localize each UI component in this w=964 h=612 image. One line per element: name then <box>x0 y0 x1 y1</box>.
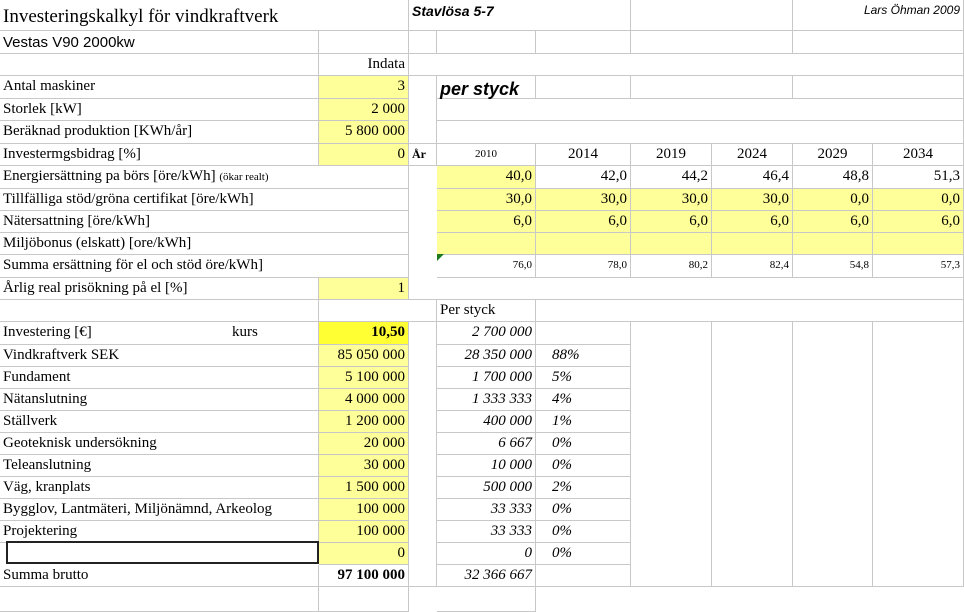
tariff-cell[interactable]: 6,0 <box>873 211 964 233</box>
year-header[interactable]: 2010 <box>437 144 536 166</box>
per-unit-cell[interactable]: 1 700 000 <box>437 367 536 389</box>
input-cell[interactable]: 85 050 000 <box>319 345 409 367</box>
tariff-cell[interactable]: 0,0 <box>793 189 873 211</box>
cell-empty[interactable] <box>873 322 964 587</box>
row-label[interactable]: Årlig real prisökning på el [%] <box>0 278 319 300</box>
row-label[interactable]: Fundament <box>0 367 319 389</box>
cell-empty[interactable] <box>409 54 964 76</box>
input-cell[interactable]: 0 <box>319 543 409 565</box>
total-cell[interactable]: 97 100 000 <box>319 565 409 587</box>
row-label[interactable]: Antal maskiner <box>0 76 319 99</box>
per-unit-cell[interactable]: 10 000 <box>437 455 536 477</box>
percent-cell[interactable]: 0% <box>536 543 631 565</box>
tariff-cell[interactable] <box>712 233 793 255</box>
cell-empty[interactable] <box>793 31 964 54</box>
row-label[interactable]: Storlek [kW] <box>0 99 319 121</box>
input-cell[interactable]: 1 500 000 <box>319 477 409 499</box>
input-cell[interactable]: 0 <box>319 144 409 166</box>
row-label[interactable]: Teleanslutning <box>0 455 319 477</box>
tariff-cell[interactable]: 44,2 <box>631 166 712 189</box>
author[interactable]: Lars Öhman 2009 <box>793 0 964 31</box>
tariff-cell[interactable] <box>631 233 712 255</box>
selected-cell[interactable] <box>6 541 319 564</box>
tariff-cell[interactable]: 42,0 <box>536 166 631 189</box>
cell-empty[interactable] <box>536 300 964 322</box>
per-unit-cell[interactable]: 400 000 <box>437 411 536 433</box>
tariff-cell[interactable]: 48,8 <box>793 166 873 189</box>
cell-empty[interactable] <box>437 121 964 144</box>
per-unit-cell[interactable]: 33 333 <box>437 521 536 543</box>
year-header[interactable]: 2029 <box>793 144 873 166</box>
input-cell[interactable]: 5 800 000 <box>319 121 409 144</box>
cell-empty[interactable] <box>319 31 409 54</box>
year-header[interactable]: 2014 <box>536 144 631 166</box>
sum-cell[interactable]: 57,3 <box>873 255 964 278</box>
row-label[interactable]: Vindkraftverk SEK <box>0 345 319 367</box>
percent-cell[interactable]: 0% <box>536 521 631 543</box>
row-label[interactable]: Nätanslutning <box>0 389 319 411</box>
cell-empty[interactable] <box>712 322 793 587</box>
input-cell[interactable]: 4 000 000 <box>319 389 409 411</box>
cell-empty[interactable] <box>409 31 437 54</box>
cell-empty[interactable] <box>631 322 712 587</box>
tariff-cell[interactable]: 6,0 <box>437 211 536 233</box>
tariff-cell[interactable] <box>873 233 964 255</box>
cell-empty[interactable] <box>793 76 964 99</box>
tariff-cell[interactable]: 46,4 <box>712 166 793 189</box>
percent-cell[interactable]: 88% <box>536 345 631 367</box>
per-styck-label[interactable]: per styck <box>437 76 536 99</box>
percent-cell[interactable]: 5% <box>536 367 631 389</box>
cell-empty[interactable] <box>631 31 793 54</box>
tariff-cell[interactable]: 6,0 <box>631 211 712 233</box>
input-cell[interactable]: 5 100 000 <box>319 367 409 389</box>
cell-empty[interactable] <box>0 300 319 322</box>
row-label[interactable]: Summa ersättning för el och stöd öre/kWh] <box>0 255 409 278</box>
tariff-cell[interactable]: 40,0 <box>437 166 536 189</box>
per-unit-cell[interactable]: 0 <box>437 543 536 565</box>
tariff-cell[interactable]: 6,0 <box>712 211 793 233</box>
per-unit-cell[interactable]: 28 350 000 <box>437 345 536 367</box>
tariff-cell[interactable] <box>793 233 873 255</box>
input-cell[interactable]: 1 200 000 <box>319 411 409 433</box>
indata-header[interactable]: Indata <box>319 54 409 76</box>
row-label[interactable]: Väg, kranplats <box>0 477 319 499</box>
row-label-text: Investering [€] <box>3 324 92 340</box>
row-label[interactable]: Nätersattning [öre/kWh] <box>0 211 409 233</box>
cell-empty[interactable] <box>437 31 536 54</box>
input-cell[interactable]: 2 000 <box>319 99 409 121</box>
tariff-cell[interactable] <box>536 233 631 255</box>
cell-empty[interactable] <box>536 565 631 587</box>
sum-cell[interactable]: 76,0 <box>437 255 536 278</box>
cell-empty[interactable] <box>319 587 409 612</box>
input-cell[interactable]: 30 000 <box>319 455 409 477</box>
row-label[interactable]: Geoteknisk undersökning <box>0 433 319 455</box>
per-unit-cell[interactable]: 6 667 <box>437 433 536 455</box>
row-label[interactable]: Projektering <box>0 521 319 543</box>
per-unit-cell[interactable]: 2 700 000 <box>437 322 536 345</box>
sum-cell[interactable]: 80,2 <box>631 255 712 278</box>
row-label[interactable]: Bygglov, Lantmäteri, Miljönämnd, Arkeolog <box>0 499 319 521</box>
cell-empty[interactable] <box>536 31 631 54</box>
per-unit-cell[interactable]: 33 333 <box>437 499 536 521</box>
row-label[interactable] <box>0 166 409 189</box>
cell-empty[interactable] <box>409 278 964 300</box>
input-cell[interactable]: 20 000 <box>319 433 409 455</box>
percent-cell[interactable]: 1% <box>536 411 631 433</box>
cell-empty[interactable] <box>793 322 873 587</box>
row-label[interactable]: Summa brutto <box>0 565 319 587</box>
per-styck-header[interactable]: Per styck <box>437 300 536 322</box>
cell-empty[interactable] <box>536 322 631 345</box>
year-label[interactable]: År <box>409 144 437 166</box>
row-label[interactable] <box>0 322 319 345</box>
percent-cell[interactable]: 0% <box>536 499 631 521</box>
tariff-cell[interactable]: 30,0 <box>437 189 536 211</box>
cell-empty[interactable] <box>437 587 536 612</box>
cell-empty[interactable] <box>0 587 319 612</box>
tariff-cell[interactable]: 6,0 <box>793 211 873 233</box>
row-label[interactable]: Tillfälliga stöd/gröna certifikat [öre/kWh] <box>0 189 409 211</box>
tariff-cell[interactable]: 30,0 <box>536 189 631 211</box>
input-cell[interactable]: 100 000 <box>319 499 409 521</box>
percent-cell[interactable]: 2% <box>536 477 631 499</box>
row-label-note: (ökar realt) <box>219 171 269 183</box>
exchange-rate-input[interactable]: 10,50 <box>319 322 409 345</box>
row-label[interactable]: Beräknad produktion [KWh/år] <box>0 121 319 144</box>
input-cell[interactable]: 1 <box>319 278 409 300</box>
input-cell[interactable]: 100 000 <box>319 521 409 543</box>
per-unit-cell[interactable]: 1 333 333 <box>437 389 536 411</box>
total-per-unit-cell[interactable]: 32 366 667 <box>437 565 536 587</box>
sum-cell[interactable]: 54,8 <box>793 255 873 278</box>
row-label[interactable]: Ställverk <box>0 411 319 433</box>
tariff-cell[interactable]: 0,0 <box>873 189 964 211</box>
tariff-cell[interactable]: 30,0 <box>631 189 712 211</box>
row-label[interactable]: Investermgsbidrag [%] <box>0 144 319 166</box>
percent-cell[interactable]: 4% <box>536 389 631 411</box>
row-label-text: Energiersättning pa börs [öre/kWh] <box>3 168 216 184</box>
year-header[interactable]: 2019 <box>631 144 712 166</box>
comment-indicator-icon <box>437 254 444 261</box>
turbine-model[interactable]: Vestas V90 2000kw <box>0 31 319 54</box>
sheet-title[interactable]: Investeringskalkyl för vindkraftverk <box>0 0 409 31</box>
tariff-cell[interactable]: 6,0 <box>536 211 631 233</box>
tariff-cell[interactable] <box>437 233 536 255</box>
kurs-label: kurs <box>232 324 258 340</box>
cell-empty[interactable] <box>0 54 319 76</box>
percent-cell[interactable]: 0% <box>536 455 631 477</box>
sum-cell[interactable]: 78,0 <box>536 255 631 278</box>
cell-empty[interactable] <box>437 99 964 121</box>
percent-cell[interactable]: 0% <box>536 433 631 455</box>
year-header[interactable]: 2034 <box>873 144 964 166</box>
input-cell[interactable]: 3 <box>319 76 409 99</box>
site-name[interactable]: Stavlösa 5-7 <box>409 0 631 31</box>
cell-empty[interactable] <box>409 76 437 144</box>
cell-empty[interactable] <box>409 322 437 587</box>
year-header[interactable]: 2024 <box>712 144 793 166</box>
cell-empty[interactable] <box>631 76 793 99</box>
per-unit-cell[interactable]: 500 000 <box>437 477 536 499</box>
cell-empty[interactable] <box>631 0 793 31</box>
row-label[interactable]: Miljöbonus (elskatt) [ore/kWh] <box>0 233 409 255</box>
sum-cell[interactable]: 82,4 <box>712 255 793 278</box>
tariff-cell[interactable]: 30,0 <box>712 189 793 211</box>
cell-empty[interactable] <box>319 300 437 322</box>
cell-empty[interactable] <box>536 76 631 99</box>
tariff-cell[interactable]: 51,3 <box>873 166 964 189</box>
